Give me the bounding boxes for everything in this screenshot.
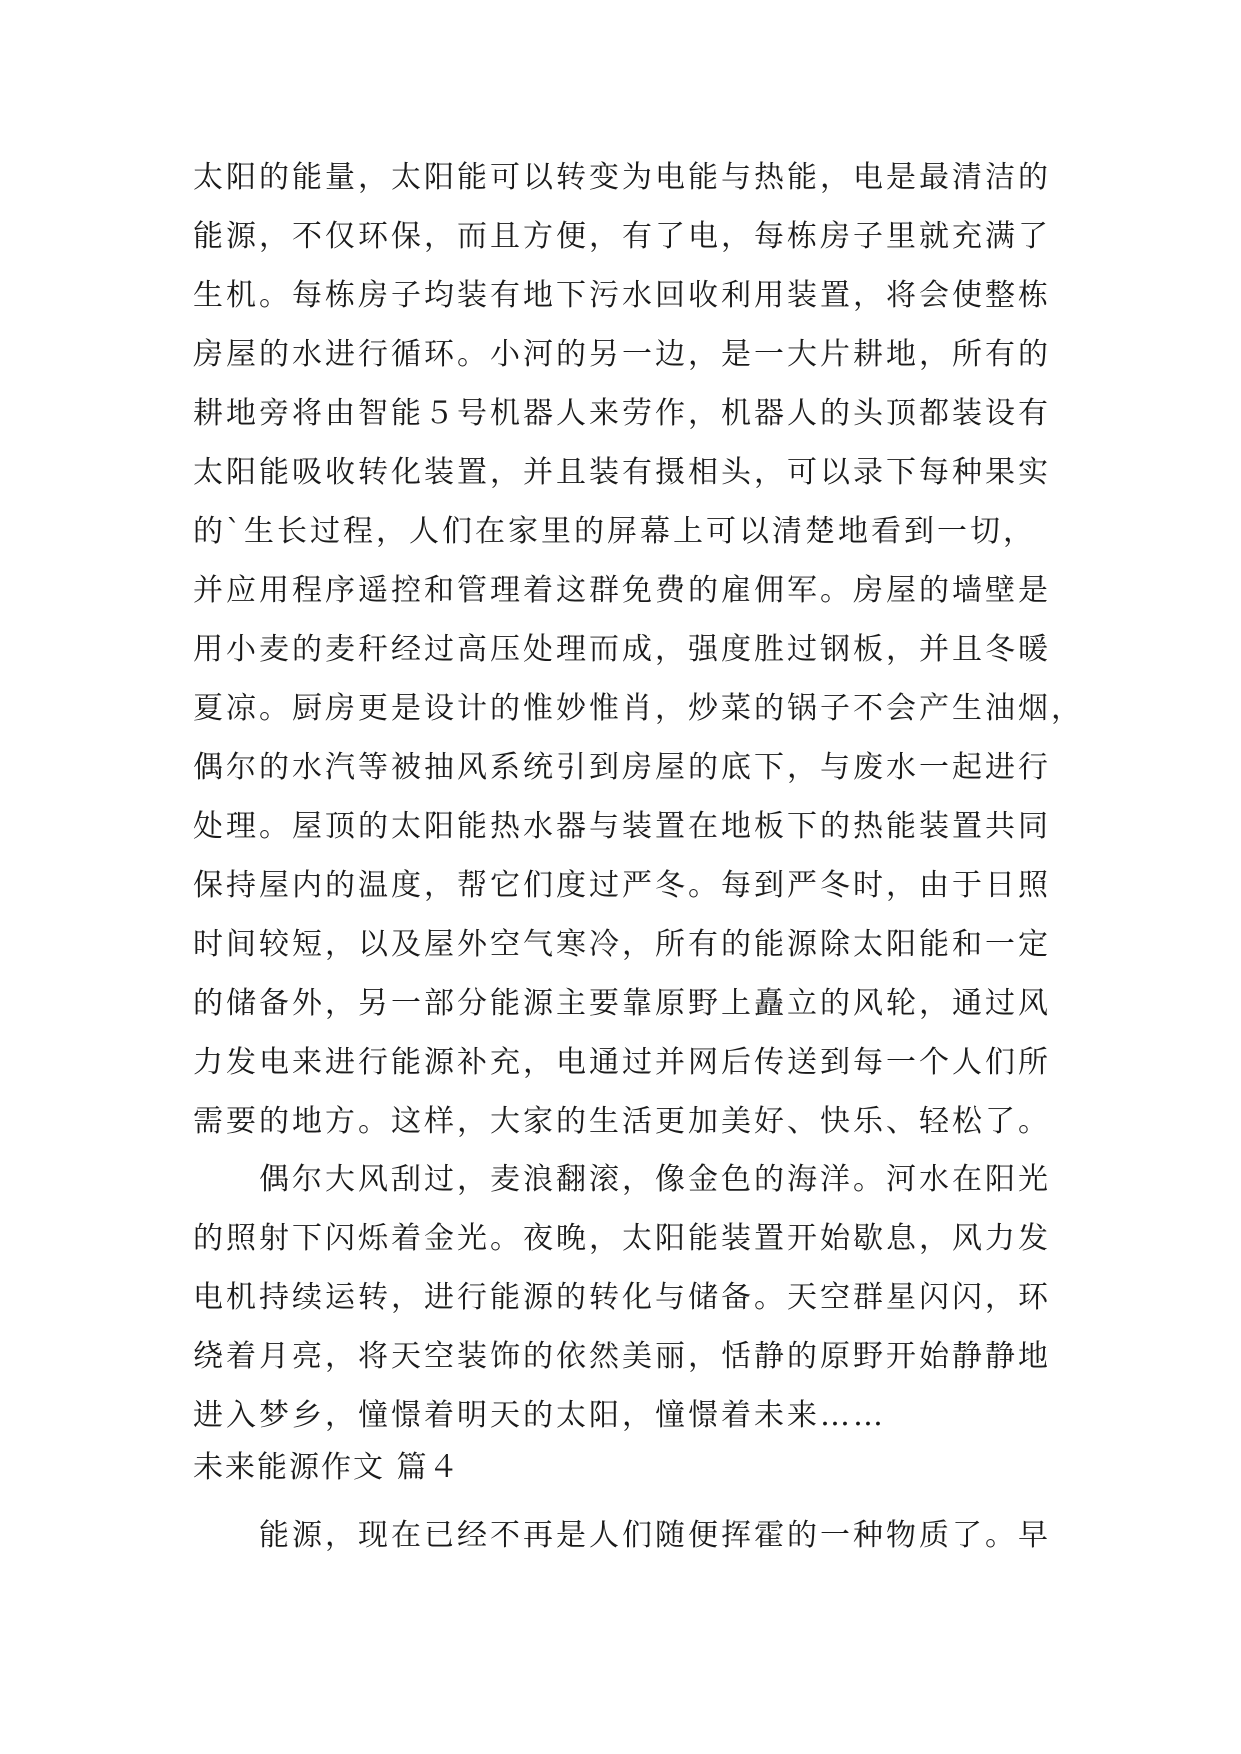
text-line: 偶尔的水汽等被抽风系统引到房屋的底下，与废水一起进行: [193, 750, 1051, 785]
text-line: 保持屋内的温度，帮它们度过严冬。每到严冬时，由于日照: [193, 868, 1051, 903]
text-line: 处理。屋顶的太阳能热水器与装置在地板下的热能装置共同: [193, 809, 1051, 844]
text-line: 并应用程序遥控和管理着这群免费的雇佣军。房屋的墙壁是: [193, 573, 1051, 608]
text-line: 夏凉。厨房更是设计的惟妙惟肖，炒菜的锅子不会产生油烟，: [193, 691, 1084, 726]
paragraph-2: [193, 1150, 1073, 1445]
text-line: 电机持续运转，进行能源的转化与储备。天空群星闪闪，环: [193, 1280, 1051, 1315]
text-line: 时间较短，以及屋外空气寒冷，所有的能源除太阳能和一定: [193, 927, 1051, 962]
text-line: 进入梦乡，憧憬着明天的太阳，憧憬着未来……: [193, 1398, 886, 1433]
text-line: 的照射下闪烁着金光。夜晚，太阳能装置开始歇息，风力发: [193, 1221, 1051, 1256]
text-line: 能源，现在已经不再是人们随便挥霍的一种物质了。早: [259, 1518, 1051, 1553]
text-line: 太阳能吸收转化装置，并且装有摄相头，可以录下每种果实: [193, 455, 1051, 490]
paragraph-1: [193, 148, 1084, 1151]
paragraph-3: [193, 1506, 1073, 1565]
section-heading: 未来能源作文 篇４: [193, 1450, 461, 1485]
text-line: 的储备外，另一部分能源主要靠原野上矗立的风轮，通过风: [193, 986, 1051, 1021]
text-line: 偶尔大风刮过，麦浪翻滚，像金色的海洋。河水在阳光: [259, 1162, 1051, 1197]
section-heading-block: [193, 1442, 1073, 1494]
text-line: 能源，不仅环保，而且方便，有了电，每栋房子里就充满了: [193, 219, 1051, 254]
text-line: 的`生长过程，人们在家里的屏幕上可以清楚地看到一切，: [193, 514, 1036, 549]
text-line: 房屋的水进行循环。小河的另一边，是一大片耕地，所有的: [193, 337, 1051, 372]
text-line: 太阳的能量，太阳能可以转变为电能与热能，电是最清洁的: [193, 160, 1051, 195]
text-line: 力发电来进行能源补充，电通过并网后传送到每一个人们所: [193, 1045, 1051, 1080]
text-line: 用小麦的麦秆经过高压处理而成，强度胜过钢板，并且冬暖: [193, 632, 1051, 667]
text-line: 需要的地方。这样，大家的生活更加美好、快乐、轻松了。: [193, 1104, 1051, 1139]
text-line: 耕地旁将由智能５号机器人来劳作，机器人的头顶都装设有: [193, 396, 1051, 431]
text-line: 生机。每栋房子均装有地下污水回收利用装置，将会使整栋: [193, 278, 1051, 313]
text-line: 绕着月亮，将天空装饰的依然美丽，恬静的原野开始静静地: [193, 1339, 1051, 1374]
